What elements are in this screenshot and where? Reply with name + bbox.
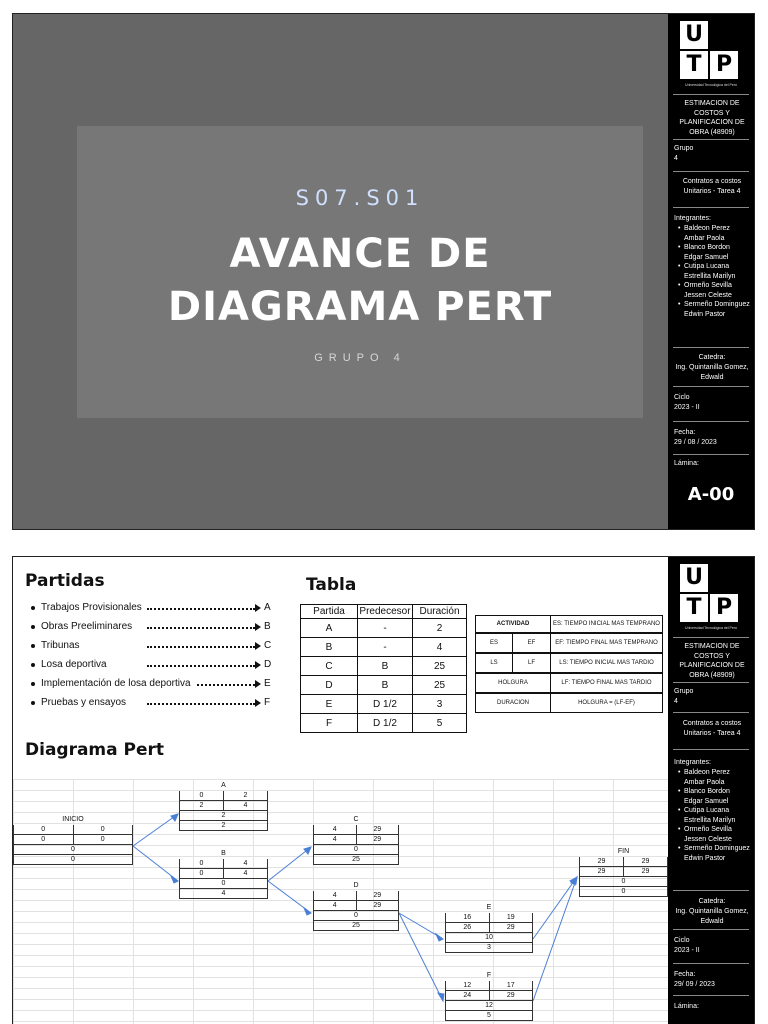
node-lf: 0 (73, 835, 133, 844)
arrowhead-icon (255, 699, 261, 707)
divider (673, 682, 749, 683)
partida-letter: A (264, 602, 271, 613)
fecha-value: 29/ 09 / 2023 (674, 981, 715, 988)
divider (673, 207, 749, 208)
member-item: • Baldeon Perez Ambar Paola (674, 768, 750, 787)
partida-letter: E (264, 678, 271, 689)
node-label: D (353, 882, 359, 889)
legend-ls-desc: LS: TIEMPO INICIAL MAS TARDIO (551, 653, 663, 673)
table-cell: B (301, 638, 358, 657)
node-row-duracion (445, 943, 533, 953)
divider (673, 712, 749, 713)
content-slide (12, 556, 755, 1024)
node-row-es-ef (13, 825, 133, 835)
logo-letter-t: T (680, 594, 708, 622)
node-lf: 29 (623, 867, 667, 876)
node-row-es-ef (445, 981, 533, 991)
node-ls: 29 (597, 868, 606, 875)
node-label: F (486, 972, 492, 979)
arrow-inicio-a (133, 814, 178, 846)
node-row-es-ef (179, 859, 268, 869)
legend-ef-desc: EF: TIEMPO FINAL MAS TEMPRANO (551, 633, 663, 653)
node-duracion: 25 (352, 856, 360, 863)
table-cell: 2 (413, 619, 467, 638)
table-cell: D 1/2 (358, 695, 413, 714)
member-item: • Blanco Bordon Edgar Samuel (674, 243, 750, 262)
node-row-ls-lf (445, 923, 533, 933)
node-lf: 4 (223, 801, 267, 810)
node-row-es-ef (313, 891, 399, 901)
arrow-e-fin (533, 877, 577, 939)
node-ls: 0 (199, 870, 204, 877)
partida-item (29, 620, 271, 639)
legend-duracion: DURACION (475, 693, 551, 713)
legend-lf: LF (513, 653, 551, 673)
course-name: ESTIMACION DE COSTOS Y PLANIFICACION DE OBRA (48909) (679, 100, 745, 136)
node-row-holgura (445, 1001, 533, 1011)
arrow-b-c-head (304, 847, 311, 854)
arrow-inicio-b-head (171, 876, 178, 883)
node-holgura: 0 (354, 912, 358, 919)
group-field-value: 4 (674, 155, 678, 162)
node-row-duracion (579, 887, 668, 897)
node-row-es-ef (445, 913, 533, 923)
legend-actividad: ACTIVIDAD (475, 615, 551, 633)
node-ls: 4 (332, 836, 337, 843)
node-row-ls-lf (179, 801, 268, 811)
members-label: Integrantes: (674, 759, 711, 766)
pert-node-e (445, 903, 533, 953)
member-item: • Baldeon Perez Ambar Paola (674, 224, 750, 243)
member-item: • Sermeño Dominguez Edwin Pastor (674, 300, 750, 319)
node-es: 0 (199, 792, 204, 799)
partida-letter: C (264, 640, 272, 651)
node-row-holgura (579, 877, 668, 887)
legend-es: ES (475, 633, 513, 653)
node-row-duracion (179, 821, 268, 831)
table-cell: B (358, 676, 413, 695)
partida-name: Losa deportiva (41, 659, 107, 670)
table-cell: E (301, 695, 358, 714)
node-label: FIN (617, 848, 630, 855)
member-item: • Sermeño Dominguez Edwin Pastor (674, 844, 750, 863)
table-header-row (301, 605, 467, 619)
node-row-duracion (445, 1011, 533, 1021)
divider (673, 637, 749, 638)
task-name: Contratos a costos Unitarios - Tarea 4 (682, 720, 742, 737)
member-item: • Ormeño Sevilla Jessen Celeste (674, 281, 750, 300)
main-title (77, 228, 643, 334)
node-ef: 29 (623, 857, 667, 866)
table-cell: C (301, 657, 358, 676)
partida-name: Obras Preeliminares (41, 621, 133, 632)
fecha-label: Fecha: (674, 429, 696, 436)
pert-node-f (445, 971, 533, 1021)
dotted-arrow (147, 703, 255, 705)
table-row (301, 695, 467, 714)
arrow-b-c (268, 847, 311, 881)
partida-name: Trabajos Provisionales (41, 602, 142, 613)
pert-node-d (313, 881, 399, 931)
session-code: S07.S01 (295, 186, 425, 210)
table-cell: D 1/2 (358, 714, 413, 733)
divider (673, 454, 749, 455)
divider (673, 94, 749, 95)
column-header: Predecesor (359, 606, 411, 617)
legend-holgura-desc: HOLGURA = (LF-EF) (551, 693, 663, 713)
partida-letter: F (264, 697, 271, 708)
node-row-duracion (13, 855, 133, 865)
node-es: 12 (463, 982, 472, 989)
node-row-duracion (179, 889, 268, 899)
arrowhead-icon (255, 642, 261, 650)
logo-letter-t: T (680, 51, 708, 79)
node-es: 29 (597, 858, 606, 865)
title-box (77, 126, 643, 418)
table-cell: F (301, 714, 358, 733)
pert-node-b (179, 849, 268, 899)
dotted-arrow (147, 665, 255, 667)
task-name: Contratos a costos Unitarios - Tarea 4 (682, 178, 742, 195)
members-label: Integrantes: (674, 215, 711, 222)
table-row (301, 714, 467, 733)
node-ef: 4 (223, 859, 267, 868)
node-es: 4 (332, 826, 337, 833)
node-es: 0 (199, 860, 204, 867)
node-holgura: 0 (621, 878, 626, 885)
node-duracion: 0 (621, 888, 626, 895)
node-row-holgura (179, 879, 268, 889)
node-lf: 4 (223, 869, 267, 878)
ciclo-label: Ciclo (674, 937, 690, 944)
main-title-line2: DIAGRAMA PERT (167, 284, 553, 330)
fecha-value: 29 / 08 / 2023 (674, 439, 717, 446)
node-label: C (353, 816, 359, 823)
node-label: A (221, 782, 226, 789)
node-holgura: 0 (221, 880, 226, 887)
node-es: 16 (463, 914, 472, 921)
members-list (674, 768, 750, 863)
arrowhead-icon (255, 623, 261, 631)
node-row-es-ef (179, 791, 268, 801)
pert-legend (475, 615, 665, 715)
node-ls: 24 (463, 992, 472, 999)
divider (673, 171, 749, 172)
node-duracion: 5 (487, 1012, 491, 1019)
node-lf: 29 (356, 835, 399, 844)
course-name: ESTIMACION DE COSTOS Y PLANIFICACION DE OBRA (48909) (679, 643, 745, 679)
divider (673, 929, 749, 930)
partida-name: Pruebas y ensayos (41, 697, 127, 708)
diagrama-title: Diagrama Pert (25, 740, 165, 760)
table-cell: - (358, 638, 413, 657)
table-row (301, 657, 467, 676)
table-cell: A (301, 619, 358, 638)
partida-item (29, 677, 271, 696)
pert-node-inicio (13, 815, 133, 865)
pert-diagram-sheet (13, 779, 668, 1024)
partida-name: Implementación de losa deportiva (41, 678, 191, 689)
node-ef: 29 (356, 825, 399, 834)
catedra-value: Ing. Quintanilla Gomez, Edwald (675, 908, 749, 925)
member-item: • Blanco Bordon Edgar Samuel (674, 787, 750, 806)
node-row-ls-lf (13, 835, 133, 845)
table-cell: 5 (413, 714, 467, 733)
table-cell: B (358, 657, 413, 676)
pert-node-fin (579, 847, 668, 897)
partida-letter: D (264, 659, 272, 670)
node-duracion: 4 (221, 890, 226, 897)
node-ls: 4 (332, 902, 337, 909)
node-row-ls-lf (579, 867, 668, 877)
table-row (301, 638, 467, 657)
lamina-code: A-00 (687, 484, 735, 505)
node-duracion: 0 (71, 856, 75, 863)
title-block (668, 557, 754, 1024)
logo-letter-u: U (680, 564, 708, 592)
divider (673, 386, 749, 387)
partidas-list (29, 601, 272, 715)
member-item: • Ormeño Sevilla Jessen Celeste (674, 825, 750, 844)
divider (673, 995, 749, 996)
ciclo-label: Ciclo (674, 394, 690, 401)
fecha-label: Fecha: (674, 971, 696, 978)
table-cell: - (358, 619, 413, 638)
node-ef: 17 (489, 981, 533, 990)
divider (673, 139, 749, 140)
table-cell: 4 (413, 638, 467, 657)
node-row-ls-lf (179, 869, 268, 879)
logo-subtitle: Universidad Tecnológica del Perú (685, 626, 737, 630)
node-row-holgura (313, 845, 399, 855)
node-row-holgura (179, 811, 268, 821)
table-cell: D (301, 676, 358, 695)
legend-ef: EF (513, 633, 551, 653)
node-ef: 2 (223, 791, 267, 800)
group-label: GRUPO 4 (314, 352, 406, 364)
partida-item (29, 658, 272, 677)
logo-letter-u: U (680, 21, 708, 49)
member-item: • Cutipa Lucana Estrellita Marilyn (674, 262, 750, 281)
node-holgura: 0 (71, 846, 75, 853)
divider (673, 749, 749, 750)
node-label: B (221, 850, 226, 857)
partida-item (29, 639, 272, 658)
divider (673, 963, 749, 964)
node-row-duracion (313, 855, 399, 865)
table-row (301, 676, 467, 695)
node-row-holgura (445, 933, 533, 943)
cover-slide (12, 13, 755, 530)
ciclo-value: 2023 - II (674, 404, 700, 411)
node-lf: 29 (489, 991, 533, 1000)
legend-ls: LS (475, 653, 513, 673)
node-es: 0 (41, 826, 46, 833)
partida-item (29, 601, 271, 620)
node-es: 4 (332, 892, 337, 899)
node-label: E (486, 904, 492, 911)
node-row-es-ef (313, 825, 399, 835)
table-cell: 25 (413, 657, 467, 676)
arrowhead-icon (255, 604, 261, 612)
member-item: • Cutipa Lucana Estrellita Marilyn (674, 806, 750, 825)
pert-node-c (313, 815, 399, 865)
node-ls: 0 (41, 836, 46, 843)
node-duracion: 25 (352, 922, 360, 929)
partida-item (29, 696, 271, 715)
logo-letter-p: P (710, 594, 738, 622)
arrow-inicio-a-head (171, 814, 178, 821)
partida-letter: B (264, 621, 271, 632)
legend-lf-desc: LF: TIEMPO FINAL MAS TARDIO (551, 673, 663, 693)
catedra-value: Ing. Quintanilla Gomez, Edwald (675, 364, 749, 381)
node-ef: 19 (489, 913, 533, 922)
column-header: Duración (413, 605, 467, 619)
group-field-label: Grupo (674, 688, 694, 695)
arrow-f-fin (533, 877, 577, 1001)
node-row-duracion (313, 921, 399, 931)
lamina-label: Lámina: (674, 1003, 699, 1010)
arrow-d-e-head (436, 934, 443, 941)
node-row-es-ef (579, 857, 668, 867)
node-duracion: 3 (487, 944, 491, 951)
node-row-ls-lf (313, 835, 399, 845)
partidas-table (300, 604, 467, 733)
node-holgura: 10 (485, 934, 493, 941)
node-holgura: 0 (354, 846, 358, 853)
arrowhead-icon (255, 661, 261, 669)
divider (673, 347, 749, 348)
utp-logo (680, 21, 740, 81)
divider (673, 421, 749, 422)
node-row-ls-lf (313, 901, 399, 911)
legend-holgura: HOLGURA (475, 673, 551, 693)
group-field-value: 4 (674, 698, 678, 705)
node-row-holgura (313, 911, 399, 921)
column-header: Partida (301, 605, 358, 619)
node-lf: 29 (356, 901, 399, 910)
lamina-label: Lámina: (674, 460, 699, 467)
pert-node-a (179, 781, 268, 831)
partidas-title: Partidas (25, 571, 105, 591)
node-ls: 2 (199, 802, 204, 809)
dotted-arrow (197, 684, 255, 686)
tabla-title: Tabla (306, 575, 357, 595)
node-duracion: 2 (221, 822, 226, 829)
title-block (668, 14, 754, 529)
legend-es-desc: ES: TIEMPO INICIAL MAS TEMPRANO (551, 615, 663, 633)
dotted-arrow (147, 627, 255, 629)
group-field-label: Grupo (674, 145, 694, 152)
ciclo-value: 2023 - II (674, 947, 700, 954)
node-ef: 0 (73, 825, 133, 834)
node-row-ls-lf (445, 991, 533, 1001)
node-lf: 29 (489, 923, 533, 932)
catedra-label: Catedra: (698, 354, 726, 361)
divider (673, 890, 749, 891)
node-row-holgura (13, 845, 133, 855)
table-row (301, 619, 467, 638)
table-cell: 25 (413, 676, 467, 695)
dotted-arrow (147, 608, 255, 610)
logo-subtitle: Universidad Tecnológica del Perú (685, 83, 737, 87)
dotted-arrow (147, 646, 255, 648)
node-holgura: 12 (485, 1002, 493, 1009)
table-cell: 3 (413, 695, 467, 714)
partida-name: Tribunas (41, 640, 80, 651)
node-label: INICIO (62, 816, 84, 823)
node-ls: 26 (463, 924, 472, 931)
members-list (674, 224, 750, 319)
catedra-label: Catedra: (698, 898, 726, 905)
arrowhead-icon (255, 680, 261, 688)
node-holgura: 2 (221, 812, 226, 819)
main-title-line1: AVANCE DE (229, 231, 491, 277)
logo-letter-p: P (710, 51, 738, 79)
node-ef: 29 (356, 891, 399, 900)
utp-logo (680, 564, 740, 624)
